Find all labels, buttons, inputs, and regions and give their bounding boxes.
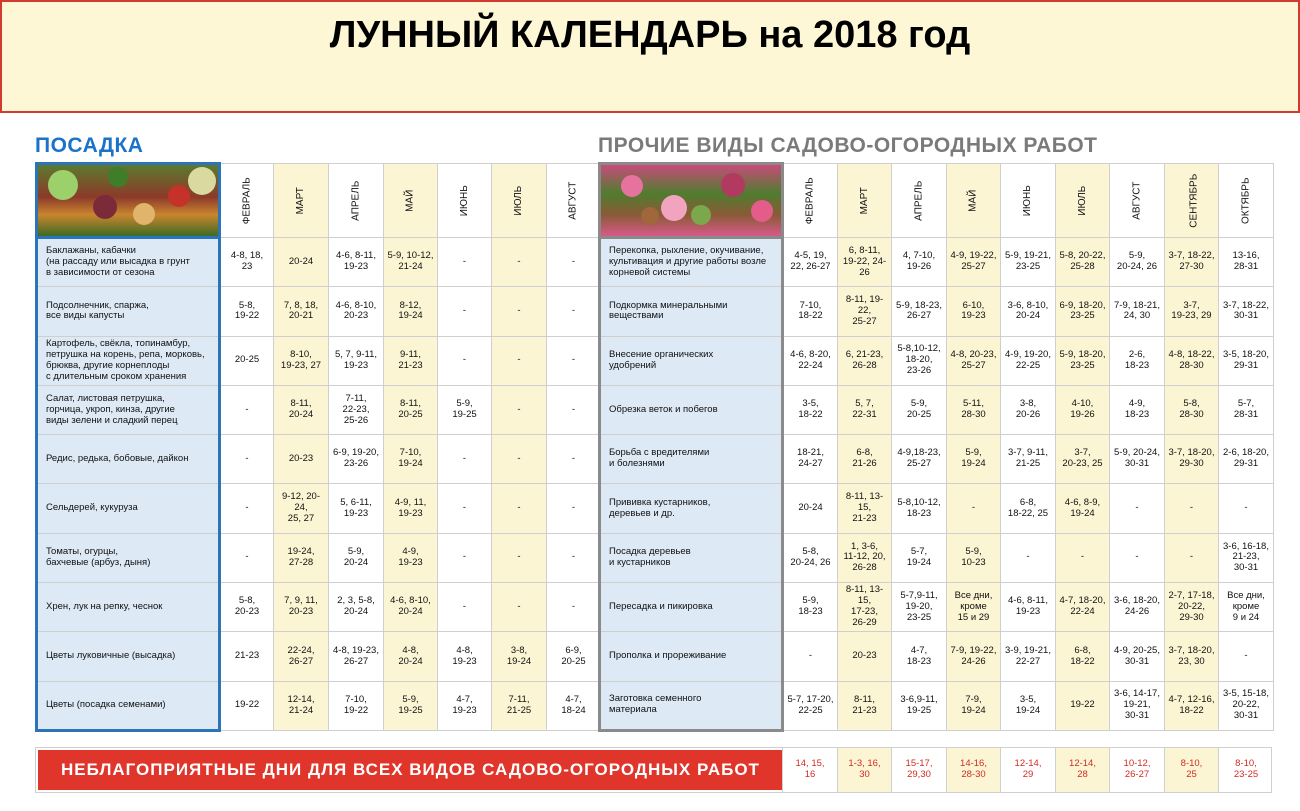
date-cell: 8-11, 20-25 <box>384 385 438 434</box>
date-cell: 7-11, 21-25 <box>492 681 547 730</box>
unfavorable-days-bar <box>35 747 1272 793</box>
date-cell: - <box>492 484 547 533</box>
date-cell: 9-12, 20-24, 25, 27 <box>274 484 329 533</box>
table-row <box>600 484 1274 533</box>
unfavorable-days-cell: 14, 15, 16 <box>782 748 837 792</box>
date-cell: 7-10, 18-22 <box>783 287 838 336</box>
date-cell: 4-9, 18-23 <box>1110 385 1165 434</box>
date-cell: 3-6, 14-17, 19-21, 30-31 <box>1110 681 1165 730</box>
date-cell: 4-9, 20-25, 30-31 <box>1110 632 1165 681</box>
month-header: ИЮНЬ <box>438 164 492 238</box>
date-cell: - <box>438 435 492 484</box>
date-cell: 3-6, 8-10, 20-24 <box>1001 287 1056 336</box>
date-cell: 5-9, 20-24, 26 <box>1110 238 1165 287</box>
date-cell: - <box>220 484 274 533</box>
date-cell: - <box>547 238 601 287</box>
table-row <box>37 484 601 533</box>
date-cell: - <box>547 533 601 582</box>
date-cell: 8-11, 13-15, 17-23, 26-29 <box>838 583 892 632</box>
date-cell: 6-8, 18-22 <box>1056 632 1110 681</box>
unfavorable-days-cell: 10-12, 26-27 <box>1109 748 1164 792</box>
date-cell: 22-24, 26-27 <box>274 632 329 681</box>
date-cell: 19-22 <box>220 681 274 730</box>
date-cell: - <box>1219 632 1274 681</box>
date-cell: 4-6, 8-10, 20-24 <box>384 583 438 632</box>
row-label: Цветы (посадка семенами) <box>37 681 220 730</box>
row-label: Подкормка минеральными веществами <box>600 287 783 336</box>
table-row <box>37 287 601 336</box>
date-cell: - <box>947 484 1001 533</box>
row-label: Пересадка и пикировка <box>600 583 783 632</box>
date-cell: 5-9, 18-23 <box>783 583 838 632</box>
date-cell: - <box>1110 533 1165 582</box>
date-cell: - <box>783 632 838 681</box>
date-cell: 5, 7, 9-11, 19-23 <box>329 336 384 385</box>
date-cell: 5-8,10-12, 18-20, 23-26 <box>892 336 947 385</box>
date-cell: - <box>438 533 492 582</box>
table-row <box>37 336 601 385</box>
date-cell: 3-6,9-11, 19-25 <box>892 681 947 730</box>
date-cell: 12-14, 21-24 <box>274 681 329 730</box>
date-cell: 2-6, 18-23 <box>1110 336 1165 385</box>
date-cell: 4-10, 19-26 <box>1056 385 1110 434</box>
date-cell: 20-24 <box>783 484 838 533</box>
date-cell: 3-7, 19-23, 29 <box>1165 287 1219 336</box>
date-cell: 1, 3-6, 11-12, 20, 26-28 <box>838 533 892 582</box>
date-cell: 6-9, 18-20, 23-25 <box>1056 287 1110 336</box>
table-row <box>600 238 1274 287</box>
row-label: Прививка кустарников, деревьев и др. <box>600 484 783 533</box>
date-cell: - <box>220 385 274 434</box>
month-header: МАЙ <box>384 164 438 238</box>
date-cell: 6-8, 18-22, 25 <box>1001 484 1056 533</box>
date-cell: 8-10, 19-23, 27 <box>274 336 329 385</box>
date-cell: - <box>547 484 601 533</box>
date-cell: 7-9, 19-24 <box>947 681 1001 730</box>
date-cell: 4-6, 8-9, 19-24 <box>1056 484 1110 533</box>
date-cell: 3-6, 18-20, 24-26 <box>1110 583 1165 632</box>
row-label: Картофель, свёкла, топинамбур, петрушка на корень, репа, морковь, брюква, другие корнеплоды с длительным сроком хранения <box>37 336 220 385</box>
table-row <box>600 435 1274 484</box>
date-cell: 3-7, 20-23, 25 <box>1056 435 1110 484</box>
date-cell: 4-9,18-23, 25-27 <box>892 435 947 484</box>
date-cell: 4-6, 8-11, 19-23 <box>329 238 384 287</box>
date-cell: - <box>547 583 601 632</box>
row-label: Подсолнечник, спаржа, все виды капусты <box>37 287 220 336</box>
date-cell: 4-8, 18-22, 28-30 <box>1165 336 1219 385</box>
date-cell: 5-7,9-11, 19-20, 23-25 <box>892 583 947 632</box>
row-label: Цветы луковичные (высадка) <box>37 632 220 681</box>
row-label: Прополка и прореживание <box>600 632 783 681</box>
month-header: МАРТ <box>274 164 329 238</box>
date-cell: 3-8, 20-26 <box>1001 385 1056 434</box>
unfavorable-days-cell: 15-17, 29,30 <box>891 748 946 792</box>
date-cell: 20-23 <box>274 435 329 484</box>
unfavorable-days-cell: 1-3, 16, 30 <box>837 748 891 792</box>
flowers-photo <box>600 164 783 238</box>
date-cell: - <box>1001 533 1056 582</box>
date-cell: 5-8, 28-30 <box>1165 385 1219 434</box>
date-cell: 5-9, 20-24, 30-31 <box>1110 435 1165 484</box>
month-header: АПРЕЛЬ <box>892 164 947 238</box>
date-cell: - <box>492 435 547 484</box>
table-row <box>600 287 1274 336</box>
date-cell: 3-5, 19-24 <box>1001 681 1056 730</box>
date-cell: 4-6, 8-20, 22-24 <box>783 336 838 385</box>
date-cell: 19-22 <box>1056 681 1110 730</box>
date-cell: 4-8, 20-24 <box>384 632 438 681</box>
date-cell: 4-8, 19-23 <box>438 632 492 681</box>
date-cell: 4-9, 11, 19-23 <box>384 484 438 533</box>
row-label: Хрен, лук на репку, чеснок <box>37 583 220 632</box>
table-row <box>37 435 601 484</box>
date-cell: 6-9, 20-25 <box>547 632 601 681</box>
date-cell: 5-11, 28-30 <box>947 385 1001 434</box>
date-cell: - <box>547 287 601 336</box>
date-cell: Все дни, кроме 15 и 29 <box>947 583 1001 632</box>
row-label: Внесение органических удобрений <box>600 336 783 385</box>
date-cell: 7-9, 18-21, 24, 30 <box>1110 287 1165 336</box>
date-cell: 7-10, 19-22 <box>329 681 384 730</box>
month-header: МАРТ <box>838 164 892 238</box>
row-label: Баклажаны, кабачки (на рассаду или высадка в грунт в зависимости от сезона <box>37 238 220 287</box>
date-cell: - <box>492 336 547 385</box>
date-cell: - <box>492 583 547 632</box>
date-cell: 4-9, 19-23 <box>384 533 438 582</box>
date-cell: 4-7, 12-16, 18-22 <box>1165 681 1219 730</box>
date-cell: 3-5, 15-18, 20-22, 30-31 <box>1219 681 1274 730</box>
date-cell: 4-6, 8-11, 19-23 <box>1001 583 1056 632</box>
row-label: Сельдерей, кукуруза <box>37 484 220 533</box>
date-cell: 5-7, 28-31 <box>1219 385 1274 434</box>
date-cell: - <box>438 583 492 632</box>
date-cell: 2-6, 18-20, 29-31 <box>1219 435 1274 484</box>
date-cell: 5-9, 19-25 <box>438 385 492 434</box>
date-cell: 7-10, 19-24 <box>384 435 438 484</box>
date-cell: 5-9, 20-24 <box>329 533 384 582</box>
date-cell: 20-23 <box>838 632 892 681</box>
date-cell: 6-8, 21-26 <box>838 435 892 484</box>
table-row <box>600 385 1274 434</box>
date-cell: 20-25 <box>220 336 274 385</box>
table-row <box>37 533 601 582</box>
date-cell: 3-7, 18-22, 30-31 <box>1219 287 1274 336</box>
date-cell: 3-7, 18-20, 23, 30 <box>1165 632 1219 681</box>
date-cell: 4-9, 19-22, 25-27 <box>947 238 1001 287</box>
date-cell: 6, 21-23, 26-28 <box>838 336 892 385</box>
date-cell: 6, 8-11, 19-22, 24-26 <box>838 238 892 287</box>
unfavorable-days-cell: 8-10, 23-25 <box>1218 748 1273 792</box>
page-title: ЛУННЫЙ КАЛЕНДАРЬ на 2018 год <box>329 14 971 56</box>
date-cell: 19-24, 27-28 <box>274 533 329 582</box>
unfavorable-days-label: НЕБЛАГОПРИЯТНЫЕ ДНИ ДЛЯ ВСЕХ ВИДОВ САДОВО-ОГОРОДНЫХ РАБОТ <box>38 750 783 790</box>
month-header: СЕНТЯБРЬ <box>1165 164 1219 238</box>
date-cell: 4-5, 19, 22, 26-27 <box>783 238 838 287</box>
vegetables-photo <box>37 164 220 238</box>
date-cell: 4-9, 19-20, 22-25 <box>1001 336 1056 385</box>
month-header: АПРЕЛЬ <box>329 164 384 238</box>
month-header: ОКТЯБРЬ <box>1219 164 1274 238</box>
table-row <box>37 583 601 632</box>
date-cell: - <box>438 484 492 533</box>
date-cell: 5-7, 19-24 <box>892 533 947 582</box>
date-cell: - <box>492 385 547 434</box>
date-cell: 6-9, 19-20, 23-26 <box>329 435 384 484</box>
date-cell: - <box>547 336 601 385</box>
table-row <box>600 632 1274 681</box>
row-label: Борьба с вредителями и болезнями <box>600 435 783 484</box>
date-cell: - <box>438 336 492 385</box>
date-cell: 3-5, 18-22 <box>783 385 838 434</box>
month-header: АВГУСТ <box>547 164 601 238</box>
month-header: ИЮЛЬ <box>1056 164 1110 238</box>
unfavorable-days-cell: 14-16, 28-30 <box>946 748 1000 792</box>
date-cell: 4-7, 18-23 <box>892 632 947 681</box>
date-cell: 5-8, 20-24, 26 <box>783 533 838 582</box>
date-cell: 5-8, 20-23 <box>220 583 274 632</box>
date-cell: 8-11, 21-23 <box>838 681 892 730</box>
date-cell: - <box>492 287 547 336</box>
date-cell: 3-8, 19-24 <box>492 632 547 681</box>
date-cell: 3-6, 16-18, 21-23, 30-31 <box>1219 533 1274 582</box>
row-label: Посадка деревьев и кустарников <box>600 533 783 582</box>
date-cell: 9-11, 21-23 <box>384 336 438 385</box>
date-cell: 4-8, 20-23, 25-27 <box>947 336 1001 385</box>
date-cell: Все дни, кроме 9 и 24 <box>1219 583 1274 632</box>
date-cell: - <box>492 238 547 287</box>
date-cell: 2-7, 17-18, 20-22, 29-30 <box>1165 583 1219 632</box>
date-cell: 8-11, 20-24 <box>274 385 329 434</box>
date-cell: 8-12, 19-24 <box>384 287 438 336</box>
date-cell: 13-16, 28-31 <box>1219 238 1274 287</box>
table-row <box>37 632 601 681</box>
date-cell: 3-9, 19-21, 22-27 <box>1001 632 1056 681</box>
section-title-other-works: ПРОЧИЕ ВИДЫ САДОВО-ОГОРОДНЫХ РАБОТ <box>598 134 1098 157</box>
table-row <box>37 385 601 434</box>
date-cell: 7-11, 22-23, 25-26 <box>329 385 384 434</box>
month-header: ФЕВРАЛЬ <box>220 164 274 238</box>
date-cell: 4-7, 18-24 <box>547 681 601 730</box>
month-header: ФЕВРАЛЬ <box>783 164 838 238</box>
title-banner <box>0 0 1300 113</box>
date-cell: - <box>547 435 601 484</box>
table-row <box>37 238 601 287</box>
table-row <box>600 533 1274 582</box>
month-header: МАЙ <box>947 164 1001 238</box>
date-cell: 3-5, 18-20, 29-31 <box>1219 336 1274 385</box>
date-cell: 4-8, 18, 23 <box>220 238 274 287</box>
date-cell: 5-7, 17-20, 22-25 <box>783 681 838 730</box>
table-row <box>37 681 601 730</box>
row-label: Салат, листовая петрушка, горчица, укроп, кинза, другие виды зелени и сладкий перец <box>37 385 220 434</box>
date-cell: 5-9, 20-25 <box>892 385 947 434</box>
date-cell: 5-9, 19-25 <box>384 681 438 730</box>
row-label: Томаты, огурцы, бахчевые (арбуз, дыня) <box>37 533 220 582</box>
date-cell: 8-11, 19-22, 25-27 <box>838 287 892 336</box>
date-cell: 7, 8, 18, 20-21 <box>274 287 329 336</box>
date-cell: 5, 6-11, 19-23 <box>329 484 384 533</box>
date-cell: 4-8, 19-23, 26-27 <box>329 632 384 681</box>
date-cell: - <box>1219 484 1274 533</box>
unfavorable-days-cell: 12-14, 28 <box>1055 748 1109 792</box>
date-cell: 5-9, 18-23, 26-27 <box>892 287 947 336</box>
date-cell: - <box>438 238 492 287</box>
date-cell: - <box>547 385 601 434</box>
other-works-table <box>598 162 1274 732</box>
table-row <box>600 583 1274 632</box>
date-cell: 5-8, 19-22 <box>220 287 274 336</box>
table-row <box>600 681 1274 730</box>
month-header: АВГУСТ <box>1110 164 1165 238</box>
date-cell: - <box>1165 484 1219 533</box>
date-cell: 7-9, 19-22, 24-26 <box>947 632 1001 681</box>
date-cell: 5-9, 18-20, 23-25 <box>1056 336 1110 385</box>
date-cell: 7, 9, 11, 20-23 <box>274 583 329 632</box>
date-cell: - <box>1056 533 1110 582</box>
month-header: ИЮНЬ <box>1001 164 1056 238</box>
date-cell: 5-9, 19-24 <box>947 435 1001 484</box>
date-cell: 4-7, 19-23 <box>438 681 492 730</box>
section-title-planting: ПОСАДКА <box>35 134 144 157</box>
date-cell: 21-23 <box>220 632 274 681</box>
table-row <box>600 336 1274 385</box>
date-cell: 5-9, 10-23 <box>947 533 1001 582</box>
date-cell: 5-8, 20-22, 25-28 <box>1056 238 1110 287</box>
row-label: Перекопка, рыхление, окучивание, культивация и другие работы возле корневой системы <box>600 238 783 287</box>
date-cell: 5, 7, 22-31 <box>838 385 892 434</box>
row-label: Заготовка семенного материала <box>600 681 783 730</box>
date-cell: 3-7, 18-22, 27-30 <box>1165 238 1219 287</box>
date-cell: 5-9, 19-21, 23-25 <box>1001 238 1056 287</box>
date-cell: 20-24 <box>274 238 329 287</box>
date-cell: - <box>438 287 492 336</box>
row-label: Обрезка веток и побегов <box>600 385 783 434</box>
date-cell: 5-8,10-12, 18-23 <box>892 484 947 533</box>
planting-table <box>35 162 601 732</box>
date-cell: 4-6, 8-10, 20-23 <box>329 287 384 336</box>
date-cell: 3-7, 18-20, 29-30 <box>1165 435 1219 484</box>
date-cell: - <box>492 533 547 582</box>
date-cell: 4, 7-10, 19-26 <box>892 238 947 287</box>
date-cell: 8-11, 13-15, 21-23 <box>838 484 892 533</box>
date-cell: 6-10, 19-23 <box>947 287 1001 336</box>
date-cell: - <box>220 533 274 582</box>
unfavorable-days-cell: 12-14, 29 <box>1000 748 1055 792</box>
date-cell: 3-7, 9-11, 21-25 <box>1001 435 1056 484</box>
date-cell: - <box>1110 484 1165 533</box>
date-cell: - <box>1165 533 1219 582</box>
unfavorable-days-cell: 8-10, 25 <box>1164 748 1218 792</box>
month-header: ИЮЛЬ <box>492 164 547 238</box>
date-cell: - <box>220 435 274 484</box>
date-cell: 4-7, 18-20, 22-24 <box>1056 583 1110 632</box>
date-cell: 2, 3, 5-8, 20-24 <box>329 583 384 632</box>
row-label: Редис, редька, бобовые, дайкон <box>37 435 220 484</box>
date-cell: 18-21, 24-27 <box>783 435 838 484</box>
date-cell: 5-9, 10-12, 21-24 <box>384 238 438 287</box>
